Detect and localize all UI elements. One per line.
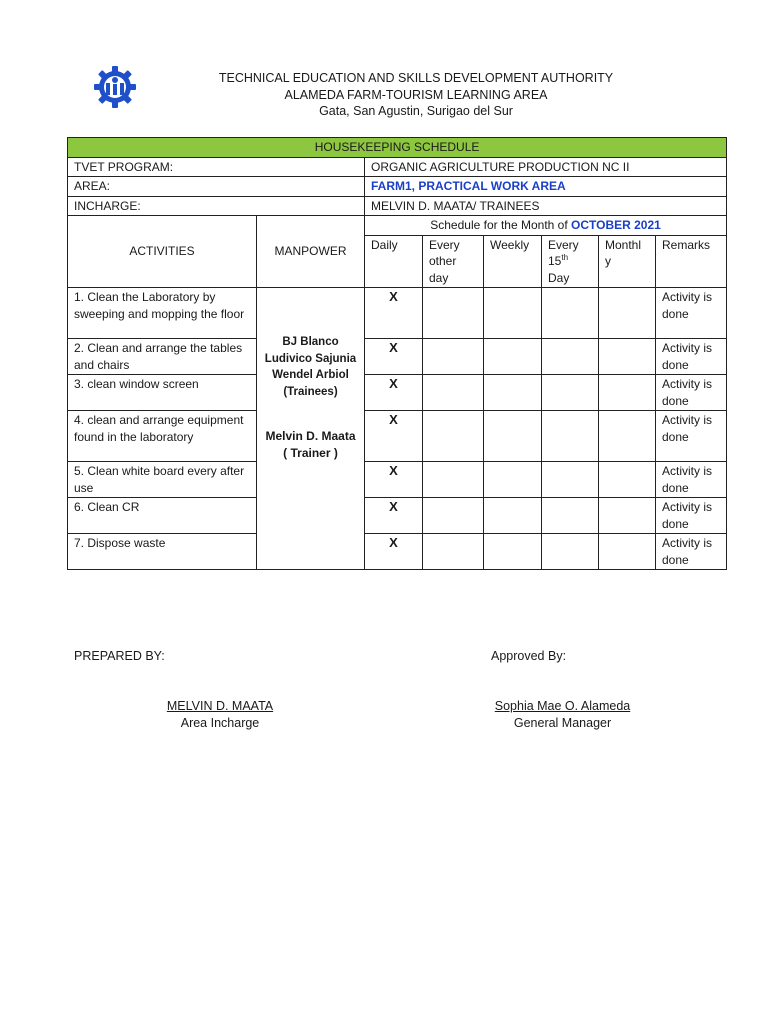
every15-sup: th <box>561 253 569 262</box>
trainees-label: (Trainees) <box>283 385 338 398</box>
agency-name: TECHNICAL EDUCATION AND SKILLS DEVELOPMENT AUTHORITY <box>218 71 614 85</box>
address: Gata, San Agustin, Surigao del Sur <box>319 104 513 118</box>
table-title: HOUSEKEEPING SCHEDULE <box>68 138 727 158</box>
schedule-month: OCTOBER 2021 <box>571 218 661 232</box>
prepared-signatory <box>120 698 320 731</box>
learning-area-name: ALAMEDA FARM-TOURISM LEARNING AREA <box>284 87 548 102</box>
area-value: FARM1, PRACTICAL WORK AREA <box>365 177 727 197</box>
daily-mark: X <box>365 288 423 339</box>
approved-name: Sophia Mae O. Alameda <box>494 699 631 713</box>
activity-cell: 5. Clean white board every after use <box>68 462 257 498</box>
table-row <box>68 375 727 411</box>
approved-signatory <box>460 698 665 731</box>
trainee-name: BJ Blanco <box>282 336 339 348</box>
col-header-monthly: Monthl y <box>599 235 656 288</box>
table-row <box>68 498 727 534</box>
activity-cell: 2. Clean and arrange the tables and chairs <box>68 339 257 375</box>
remarks-cell: Activity is done <box>656 339 727 375</box>
remarks-cell: Activity is done <box>656 375 727 411</box>
area-label: AREA: <box>68 177 365 197</box>
approved-by-label: Approved By: <box>491 649 567 663</box>
activity-cell: 6. Clean CR <box>68 498 257 534</box>
activity-cell: 4. clean and arrange equipment found in the laboratory <box>68 411 257 462</box>
schedule-month-line <box>365 216 727 236</box>
col-header-daily: Daily <box>365 235 423 288</box>
col-header-every-other-day: Every other day <box>423 235 484 288</box>
daily-mark: X <box>365 339 423 375</box>
incharge-value: MELVIN D. MAATA/ TRAINEES <box>365 196 727 216</box>
manpower-cell <box>257 288 365 570</box>
table-row <box>68 534 727 570</box>
schedule-prefix: Schedule for the Month of <box>430 218 572 232</box>
approved-title: General Manager <box>513 715 612 730</box>
document-header <box>160 70 672 120</box>
incharge-label: INCHARGE: <box>68 196 365 216</box>
remarks-cell: Activity is done <box>656 288 727 339</box>
tvet-program-label: TVET PROGRAM: <box>68 157 365 177</box>
trainer-name: Melvin D. Maata <box>265 429 356 443</box>
daily-mark: X <box>365 375 423 411</box>
prepared-title: Area Incharge <box>180 715 260 730</box>
remarks-cell: Activity is done <box>656 462 727 498</box>
daily-mark: X <box>365 411 423 462</box>
col-header-manpower: MANPOWER <box>257 216 365 288</box>
tvet-program-value: ORGANIC AGRICULTURE PRODUCTION NC II <box>365 157 727 177</box>
housekeeping-schedule-table <box>67 137 727 570</box>
activity-cell: 7. Dispose waste <box>68 534 257 570</box>
table-row <box>68 288 727 339</box>
table-row <box>68 462 727 498</box>
table-row <box>68 411 727 462</box>
daily-mark: X <box>365 462 423 498</box>
col-header-activities: ACTIVITIES <box>68 216 257 288</box>
trainee-name: Ludivico Sajunia <box>264 352 357 365</box>
trainer-label: ( Trainer ) <box>283 446 338 460</box>
activity-cell: 1. Clean the Laboratory by sweeping and mopping the floor <box>68 288 257 339</box>
col-header-remarks: Remarks <box>656 235 727 288</box>
trainee-name: Wendel Arbiol <box>272 369 349 381</box>
daily-mark: X <box>365 534 423 570</box>
every15-day: Day <box>548 270 570 285</box>
activity-cell: 3. clean window screen <box>68 375 257 411</box>
col-header-weekly: Weekly <box>484 235 542 288</box>
every15-text: Every 15 <box>548 237 579 268</box>
remarks-cell: Activity is done <box>656 498 727 534</box>
prepared-name: MELVIN D. MAATA <box>166 699 274 713</box>
gear-person-logo-icon <box>92 64 138 110</box>
prepared-by-label: PREPARED BY: <box>74 649 165 663</box>
col-header-every-15th-day <box>542 235 599 288</box>
remarks-cell: Activity is done <box>656 534 727 570</box>
remarks-cell: Activity is done <box>656 411 727 462</box>
daily-mark: X <box>365 498 423 534</box>
table-row <box>68 339 727 375</box>
